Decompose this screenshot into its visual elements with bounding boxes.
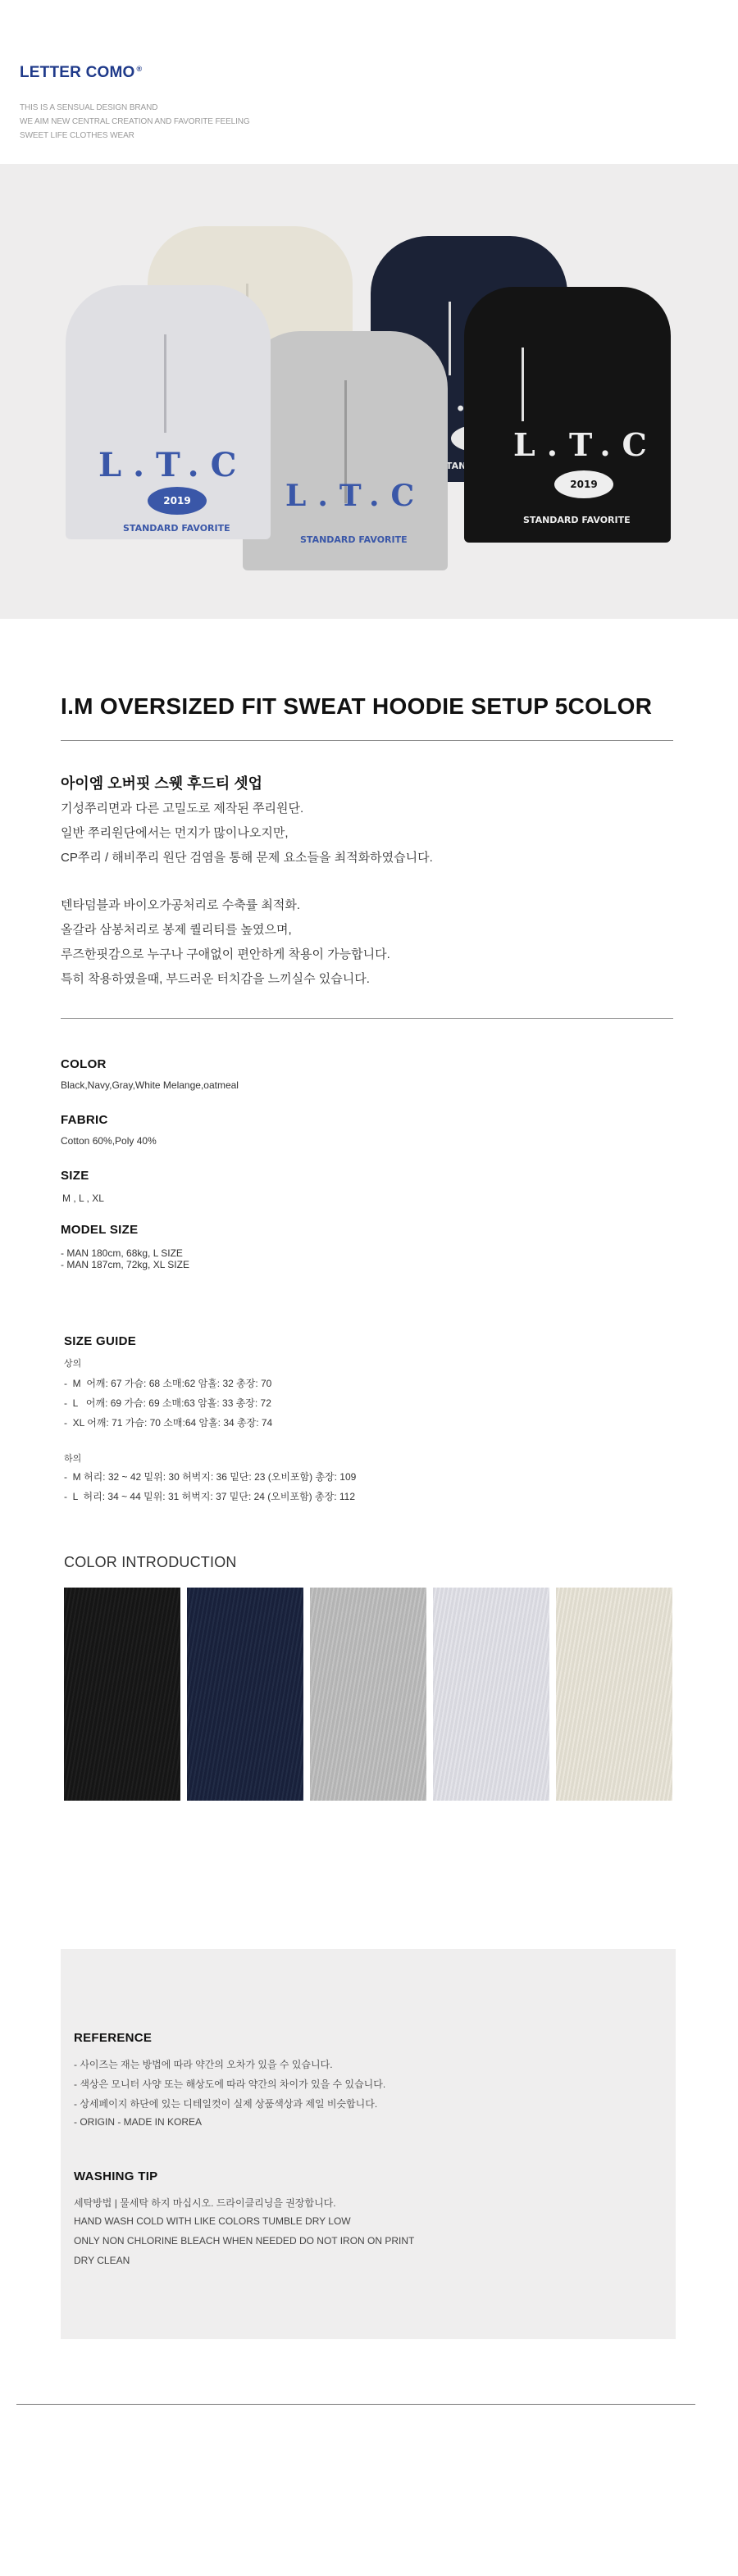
- description-divider: [61, 1018, 673, 1019]
- color-swatch-navy: [187, 1588, 303, 1801]
- model-size-line: - MAN 180cm, 68kg, L SIZE: [61, 1247, 183, 1259]
- footer-divider: [16, 2404, 695, 2405]
- washing-tip-title: WASHING TIP: [74, 2169, 158, 2183]
- drawstring: [164, 334, 166, 433]
- description-line: 텐타덤블과 바이오가공처리로 수축률 최적화.: [61, 898, 300, 912]
- top-size-row: - L 어깨: 69 가슴: 69 소매:63 암홀: 33 총장: 72: [64, 1397, 271, 1409]
- color-introduction-title: COLOR INTRODUCTION: [64, 1554, 237, 1570]
- reference-title: REFERENCE: [74, 2031, 153, 2045]
- size-label: SIZE: [61, 1169, 89, 1183]
- drawstring: [522, 348, 524, 421]
- brand-name: LETTER COMO: [20, 64, 135, 81]
- gray-hoodie: [243, 331, 448, 570]
- color-swatch-black: [64, 1588, 180, 1801]
- bottom-label: 하의: [64, 1454, 82, 1464]
- hero-product-image: [0, 164, 738, 619]
- brand-header: [0, 0, 738, 164]
- reference-line: - 상세페이지 하단에 있는 디테일컷이 실제 상품색상과 제일 비슷합니다.: [74, 2098, 378, 2110]
- model-size-values: [61, 1247, 189, 1270]
- title-divider: [61, 740, 673, 741]
- description-line: 올갈라 삼봉처리로 봉제 퀄리티를 높였으며,: [61, 923, 292, 937]
- product-title: I.M OVERSIZED FIT SWEAT HOODIE SETUP 5COLOR: [61, 693, 653, 719]
- care-info-box: [61, 1949, 676, 2339]
- color-label: COLOR: [61, 1057, 107, 1071]
- print-badge: [554, 470, 613, 498]
- top-label: 상의: [64, 1359, 82, 1369]
- color-swatch-oatmeal: [556, 1588, 672, 1801]
- print-slogan: STANDARD FAVORITE: [300, 534, 408, 545]
- drawstring: [449, 302, 451, 375]
- size-value: M , L , XL: [62, 1193, 104, 1204]
- description-line: 특히 착용하였을때, 부드러운 터치감을 느끼실수 있습니다.: [61, 972, 370, 986]
- model-size-line: - MAN 187cm, 72kg, XL SIZE: [61, 1259, 189, 1270]
- print-slogan: STANDARD FAVORITE: [523, 515, 631, 525]
- description-line: 기성쭈리면과 다른 고밀도로 제작된 쭈리원단.: [61, 802, 304, 816]
- bottom-size-row: - M 허리: 32 ~ 42 밑위: 30 허벅지: 36 밑단: 23 (오비포함) 총장: 109: [64, 1471, 357, 1483]
- tagline-line: WE AIM NEW CENTRAL CREATION AND FAVORITE FEELING: [20, 117, 250, 126]
- washing-line: ONLY NON CHLORINE BLEACH WHEN NEEDED DO NOT IRON ON PRINT: [74, 2235, 415, 2247]
- white-melange-hoodie: [66, 285, 271, 539]
- color-swatch-white-melange: [433, 1588, 549, 1801]
- description-block-1: [61, 797, 433, 870]
- description-line: 루즈한핏감으로 누구나 구애없이 편안하게 착용이 가능합니다.: [61, 947, 390, 961]
- korean-product-title: 아이엠 오버핏 스웻 후드티 셋업: [61, 775, 263, 792]
- fabric-value: Cotton 60%,Poly 40%: [61, 1135, 157, 1147]
- print-letters: L.T.C: [98, 446, 248, 484]
- registered-mark: ®: [136, 64, 143, 73]
- print-slogan: STANDARD FAVORITE: [123, 523, 230, 534]
- fabric-label: FABRIC: [61, 1113, 108, 1127]
- print-year: 2019: [163, 495, 191, 507]
- description-block-2: [61, 893, 390, 992]
- reference-line: - 사이즈는 재는 방법에 따라 약간의 오차가 있을 수 있습니다.: [74, 2059, 333, 2070]
- print-letters: L.T.C: [285, 479, 426, 513]
- model-size-label: MODEL SIZE: [61, 1223, 139, 1237]
- description-line: CP쭈리 / 해비쭈리 원단 검염을 통해 문제 요소들을 최적화하였습니다.: [61, 851, 433, 865]
- reference-line: - ORIGIN - MADE IN KOREA: [74, 2116, 203, 2128]
- color-swatch-gray: [310, 1588, 426, 1801]
- tagline-line: THIS IS A SENSUAL DESIGN BRAND: [20, 103, 158, 112]
- brand-logo[interactable]: [20, 64, 142, 82]
- reference-line: - 색상은 모니터 사양 또는 해상도에 따라 약간의 차이가 있을 수 있습니다.: [74, 2079, 386, 2090]
- washing-line: 세탁방법 | 물세탁 하지 마십시오. 드라이클리닝을 권장합니다.: [74, 2197, 336, 2209]
- print-letters: L.T.C: [513, 426, 658, 463]
- bottom-size-row: - L 허리: 34 ~ 44 밑위: 31 허벅지: 37 밑단: 24 (오비포함) 총장: 112: [64, 1491, 355, 1502]
- black-hoodie: [464, 287, 671, 543]
- description-line: 일반 쭈리원단에서는 먼지가 많이나오지만,: [61, 826, 289, 840]
- washing-line: DRY CLEAN: [74, 2255, 130, 2266]
- washing-line: HAND WASH COLD WITH LIKE COLORS TUMBLE DRY LOW: [74, 2215, 351, 2227]
- print-year: 2019: [570, 479, 598, 490]
- top-size-row: - XL 어깨: 71 가슴: 70 소매:64 암홀: 34 총장: 74: [64, 1417, 273, 1429]
- brand-tagline: [20, 101, 250, 143]
- print-badge: [148, 487, 207, 515]
- tagline-line: SWEET LIFE CLOTHES WEAR: [20, 131, 134, 140]
- top-size-row: - M 어깨: 67 가슴: 68 소매:62 암홀: 32 총장: 70: [64, 1378, 272, 1389]
- size-guide-title: SIZE GUIDE: [64, 1334, 137, 1348]
- color-value: Black,Navy,Gray,White Melange,oatmeal: [61, 1079, 239, 1091]
